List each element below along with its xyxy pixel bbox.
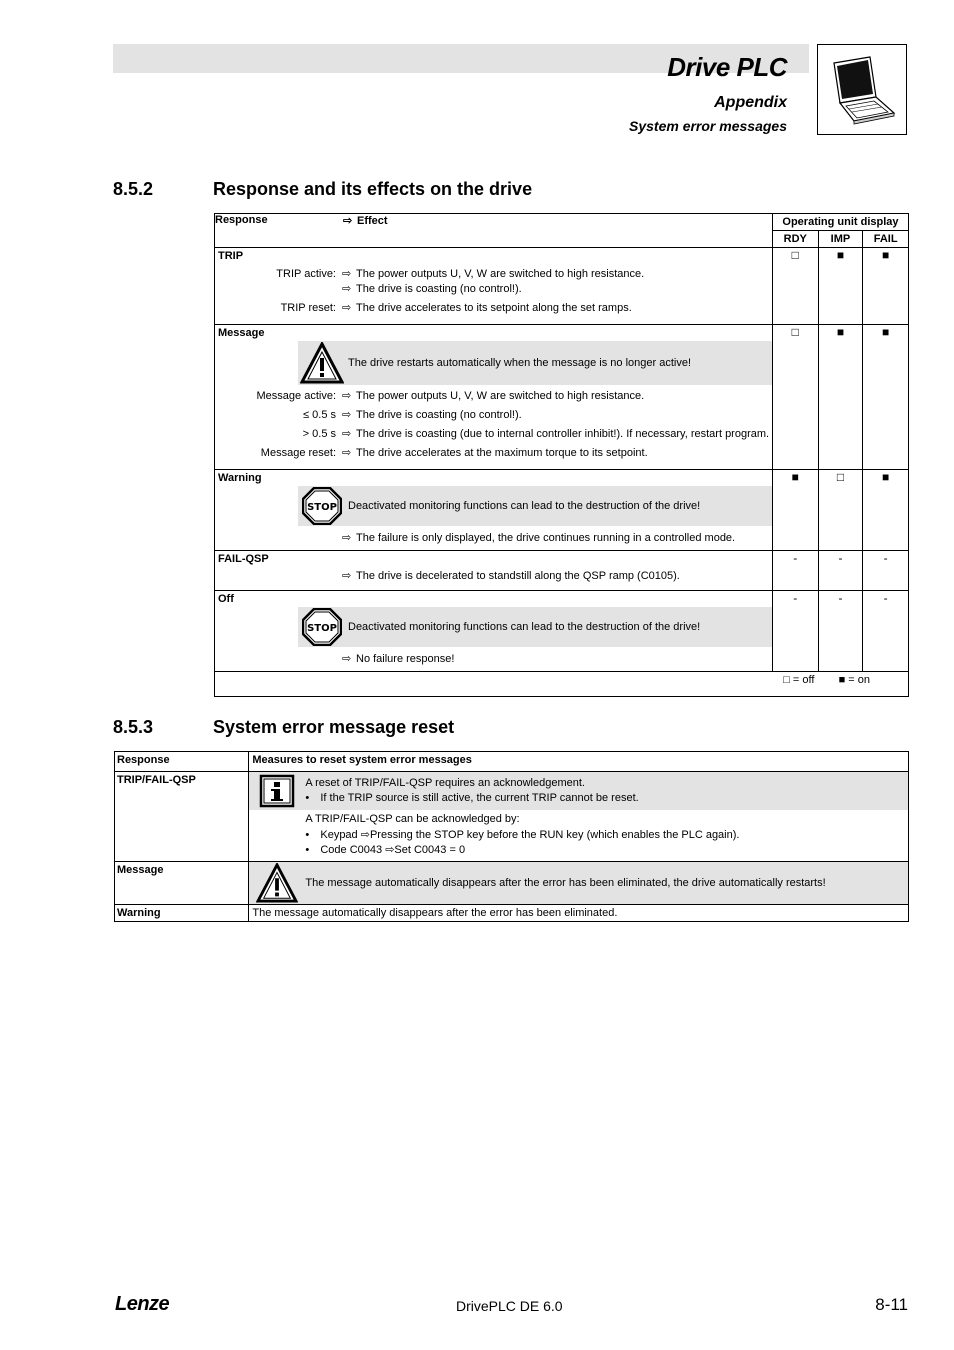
table-row: [215, 248, 909, 325]
row-label: Message reset:: [260, 447, 336, 459]
section-title: Response and its effects on the drive: [213, 179, 533, 199]
rdy-indicator: -: [772, 551, 818, 591]
row-name: Message: [218, 327, 265, 339]
caution-note: [298, 486, 772, 526]
row-text: No failure response!: [356, 653, 455, 665]
arrow-icon: ⇨: [342, 283, 352, 295]
section-title: System error message reset: [213, 717, 455, 737]
svg-text:STOP: STOP: [307, 623, 337, 634]
ack-item: Code C0043: [320, 844, 383, 856]
row-name: TRIP/FAIL-QSP: [115, 772, 249, 862]
row-label: ≤ 0.5 s: [303, 409, 336, 421]
row-text: The drive accelerates at the maximum torque to its setpoint.: [356, 447, 648, 459]
table-row: [215, 551, 909, 591]
ack-item-desc: Pressing the STOP key before the RUN key (which enables the PLC again).: [369, 828, 740, 841]
arrow-icon: ⇨: [342, 532, 352, 544]
section-number: 8.5.3: [113, 717, 154, 737]
info-icon: [249, 774, 305, 808]
reset-table: [114, 751, 909, 922]
row-text: The drive is coasting (no control!).: [356, 409, 522, 421]
rdy-indicator: □: [772, 325, 818, 470]
table-row: [115, 904, 909, 921]
col-display: Operating unit display: [772, 214, 908, 231]
imp-indicator: ■: [818, 248, 863, 325]
laptop-icon: [817, 44, 907, 135]
table-row: [215, 591, 909, 672]
chapter-title: Appendix: [714, 94, 787, 111]
warning-triangle-icon: [249, 863, 305, 903]
row-name: Warning: [115, 904, 249, 921]
subchapter-title: System error messages: [629, 118, 787, 134]
row-name: Off: [218, 593, 234, 605]
legend: [215, 672, 909, 697]
page-title: Drive PLC: [667, 52, 787, 82]
ack-intro: A TRIP/FAIL-QSP can be acknowledged by:: [305, 813, 520, 825]
lenze-logo: Lenze: [115, 1293, 170, 1315]
table-row: TRIP/FAIL-QSP A reset of TRIP/FAIL-QSP requires an acknowledgement. • If the TRIP source is still active, the current TRIP cannot be reset. A TRIP/FAIL-QSP can be acknowledged by: • Keypad ⇨Pressing the STOP key before the RUN key (which enables the PLC again). • Code C0043 ⇨Set C0043 = 0: [115, 772, 909, 862]
caution-note: [249, 862, 908, 904]
row-name: Message: [115, 861, 249, 904]
ack-item-desc: Set C0043 = 0: [394, 844, 466, 856]
row-label: Message active:: [256, 390, 336, 402]
arrow-icon: ⇨: [385, 844, 395, 856]
note-bullet: If the TRIP source is still active, the current TRIP cannot be reset.: [320, 792, 639, 804]
imp-indicator: -: [818, 551, 863, 591]
rdy-indicator: □: [772, 248, 818, 325]
row-text: The message automatically disappears after the error has been eliminated.: [249, 904, 909, 921]
row-label: TRIP active:: [276, 268, 336, 280]
col-measures: Measures to reset system error messages: [249, 752, 909, 772]
row-name: TRIP: [218, 250, 244, 262]
note-text: The drive restarts automatically when the message is no longer active!: [348, 357, 691, 369]
arrow-icon: ⇨: [342, 447, 352, 459]
arrow-icon: ⇨: [342, 302, 352, 314]
caution-note: [298, 341, 772, 385]
arrow-icon: ⇨: [342, 390, 352, 402]
row-name: Warning: [218, 472, 262, 484]
section-number: 8.5.2: [113, 179, 154, 199]
page-number: 8-11: [875, 1295, 908, 1314]
arrow-icon: ⇨: [342, 409, 352, 421]
table-header-response: [215, 214, 773, 248]
fail-indicator: ■: [863, 248, 909, 325]
document-id: DrivePLC DE 6.0: [456, 1298, 563, 1314]
warning-triangle-icon: [298, 342, 346, 384]
arrow-icon: ⇨: [342, 653, 352, 665]
stop-icon: [298, 487, 346, 525]
note-text: Deactivated monitoring functions can lead to the destruction of the drive!: [348, 621, 701, 633]
response-effects-table: [214, 213, 909, 697]
row-text: The power outputs U, V, W are switched to high resistance.: [356, 268, 645, 280]
svg-text:STOP: STOP: [307, 502, 337, 513]
ack-item: Keypad: [320, 828, 358, 841]
row-text: The drive is decelerated to standstill along the QSP ramp (C0105).: [356, 570, 680, 582]
stop-icon: [298, 608, 346, 646]
col-rdy: RDY: [772, 231, 818, 248]
row-text: The drive is coasting (no control!).: [356, 283, 522, 295]
arrow-icon: ⇨: [342, 428, 352, 440]
note-text: The message automatically disappears after the error has been eliminated, the drive automatically restarts!: [305, 876, 826, 889]
col-imp: IMP: [818, 231, 863, 248]
info-note: A reset of TRIP/FAIL-QSP requires an acknowledgement. • If the TRIP source is still active, the current TRIP cannot be reset.: [249, 772, 908, 810]
table-row: [115, 861, 909, 904]
arrow-icon: ⇨: [343, 215, 353, 227]
row-label: TRIP reset:: [280, 302, 336, 314]
arrow-icon: ⇨: [342, 268, 352, 280]
arrow-icon: ⇨: [342, 570, 352, 582]
table-row: [215, 325, 909, 470]
fail-indicator: ■: [863, 470, 909, 551]
legend-off: □ = off: [783, 674, 815, 686]
arrow-icon: ⇨: [360, 828, 370, 841]
table-row: [215, 470, 909, 551]
col-fail: FAIL: [863, 231, 909, 248]
imp-indicator: -: [818, 591, 863, 672]
fail-indicator: -: [863, 551, 909, 591]
row-label: > 0.5 s: [302, 428, 336, 440]
col-effect: Effect: [357, 215, 388, 227]
caution-note: [298, 607, 772, 647]
fail-indicator: -: [863, 591, 909, 672]
legend-on: ■ = on: [838, 674, 870, 686]
row-text: The power outputs U, V, W are switched to high resistance.: [356, 390, 645, 402]
row-name: FAIL-QSP: [218, 553, 269, 565]
row-text: The drive is coasting (due to internal controller inhibit!). If necessary, restart program.: [356, 428, 770, 440]
imp-indicator: ■: [818, 325, 863, 470]
rdy-indicator: -: [772, 591, 818, 672]
col-response: Response: [215, 214, 268, 226]
row-text: The drive accelerates to its setpoint along the set ramps.: [356, 302, 632, 314]
rdy-indicator: ■: [772, 470, 818, 551]
imp-indicator: □: [818, 470, 863, 551]
fail-indicator: ■: [863, 325, 909, 470]
note-text: A reset of TRIP/FAIL-QSP requires an acknowledgement.: [305, 777, 585, 789]
row-text: The failure is only displayed, the drive continues running in a controlled mode.: [356, 532, 736, 544]
note-text: Deactivated monitoring functions can lead to the destruction of the drive!: [348, 500, 701, 512]
col-response: Response: [115, 752, 249, 772]
